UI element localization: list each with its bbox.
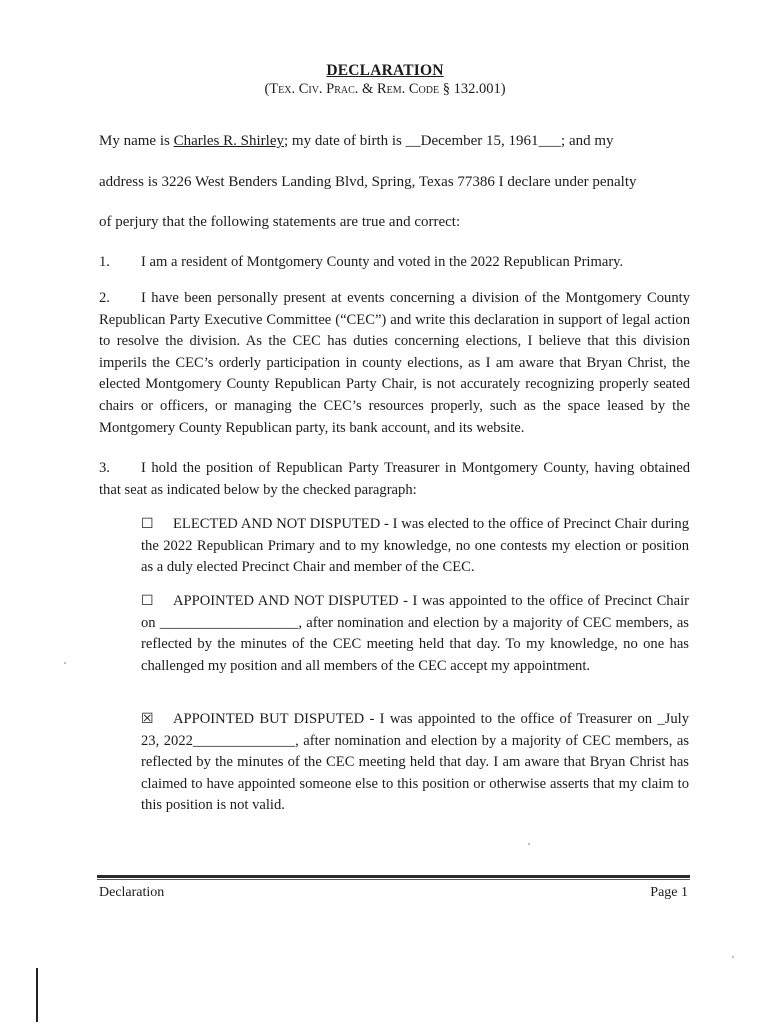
footer-rule — [97, 875, 690, 878]
intro-text-b: ; my date of birth is — [283, 133, 406, 149]
appointment-date: _July 23, 2022______________ — [141, 711, 689, 749]
option-text: ELECTED AND NOT DISPUTED - I was elected to the office of Precinct Chair during the 2022 Republican Primary and to my knowledge, no one contests my election or position as a duly elected Precinct Chair and member of the CEC. — [141, 516, 689, 576]
option-appointed-but-disputed — [141, 709, 689, 817]
scan-speck — [64, 662, 66, 664]
option-text-a: APPOINTED BUT DISPUTED - I was appointed to the office of Treasurer on — [173, 711, 658, 727]
option-text-b: , after nomination and election by a majority of CEC members, as reflected by the minutes of the CEC meeting held that day. I am aware that Bryan Christ has claimed to have appointed someone else to this position or otherwise asserts that my claim to this position is not valid. — [141, 732, 690, 814]
intro-text-a: My name is — [99, 133, 174, 149]
paragraph-text: I have been personally present at events concerning a division of the Montgomery County Republican Party Executive Committee (“CEC”) and write this declaration in support of legal action to resolve the division. As the CEC has duties concerning elections, I believe that this division imperils the CEC’s orderly participation in county elections, as I am aware that Bryan Christ, the elected Montgomery County Republican Party Chair, is not accurately recognizing properly seated chairs or officers, or managing the CEC’s resources properly, such as the space leased by the Montgomery County Republican party, its bank account, and its website. — [99, 290, 690, 436]
unchecked-checkbox-icon: ☐ — [141, 516, 154, 532]
scan-margin-mark — [36, 968, 38, 1022]
unchecked-checkbox-icon: ☐ — [141, 593, 154, 609]
date-of-birth: __December 15, 1961___ — [405, 133, 562, 149]
checked-checkbox-icon: ☒ — [141, 711, 154, 727]
paragraph-number: 1. — [99, 254, 110, 270]
option-text: APPOINTED AND NOT DISPUTED - I was appointed to the office of Precinct Chair on ___________________, after nomination and election by a majority of CEC members, as reflected by the minutes of the CEC meeting held that day. To my knowledge, no one has challenged my position and all members of the CEC accept my appointment. — [141, 593, 689, 674]
page-number: Page 1 — [650, 885, 688, 900]
paragraph-3 — [99, 458, 690, 501]
declarant-name: Charles R. Shirley — [173, 133, 284, 149]
option-elected-not-disputed — [141, 514, 689, 579]
paragraph-1 — [99, 252, 690, 274]
paragraph-text: I am a resident of Montgomery County and voted in the 2022 Republican Primary. — [141, 254, 624, 270]
document-title: DECLARATION — [326, 62, 444, 79]
paragraph-number: 2. — [99, 290, 110, 306]
scan-speck — [528, 843, 530, 845]
paragraph-number: 3. — [99, 460, 110, 476]
footer-label: Declaration — [99, 885, 165, 900]
paragraph-2 — [99, 288, 690, 439]
intro-text-c: ; and my — [561, 133, 614, 149]
intro-line-3: of perjury that the following statements are true and correct: — [99, 214, 461, 230]
scan-speck — [732, 956, 734, 958]
footer-rule-thin — [97, 879, 690, 880]
statute-citation: (Tex. Civ. Prac. & Rem. Code § 132.001) — [264, 81, 506, 97]
intro-line-2: address is 3226 West Benders Landing Blvd, Spring, Texas 77386 I declare under penalty — [99, 174, 637, 190]
paragraph-text: I hold the position of Republican Party Treasurer in Montgomery County, having obtained that seat as indicated below by the checked paragraph: — [99, 460, 690, 498]
intro-line-1 — [99, 133, 689, 150]
option-appointed-not-disputed — [141, 591, 689, 677]
